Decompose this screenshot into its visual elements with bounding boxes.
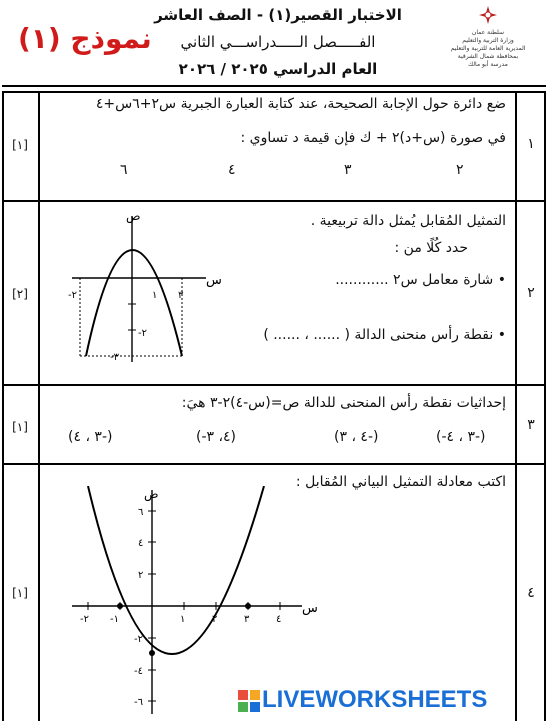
- q2-x-axis-label: س: [206, 273, 222, 288]
- q4-x4-label: ٤: [276, 614, 282, 625]
- q3-option-a[interactable]: (-٣ ، ٤): [68, 429, 113, 445]
- logo-line-1: سلطنة عمان: [471, 29, 505, 36]
- question-2-line-1: التمثيل المُقابل يُمثل دالة تربيعية .: [310, 213, 506, 229]
- q2-graph: [66, 212, 226, 372]
- row-divider-2: [2, 384, 546, 386]
- q4-parabola: [88, 486, 264, 654]
- row-divider-1: [2, 200, 546, 202]
- q1-option-2[interactable]: ٢: [456, 162, 464, 178]
- q4-yn4-label: -٤: [134, 666, 143, 677]
- q2-y2-label: -٢: [138, 328, 147, 339]
- number-column-divider: [515, 91, 517, 721]
- liveworksheets-brand: LIVEWORKSHEETS: [262, 686, 488, 713]
- question-number-3: ٣: [527, 417, 535, 433]
- liveworksheets-logo-icon: [238, 690, 260, 712]
- question-mark-2: [٢]: [12, 287, 28, 301]
- question-number-4: ٤: [527, 585, 535, 601]
- q4-graph: [66, 486, 326, 718]
- question-3-line-1: إحداثيات نقطة رأس المنحنى للدالة ص=(س-٤)٢-٣ هيَ:: [181, 395, 506, 411]
- logo-line-3: المديرية العامة للتربية والتعليم: [450, 45, 526, 52]
- question-mark-4: [١]: [12, 586, 28, 600]
- q4-yn2-label: -٢: [134, 634, 143, 645]
- question-number-2: ٢: [527, 285, 535, 301]
- logo-line-5: مدرسة أبو مالك: [468, 61, 508, 68]
- q2-x-neg-label: -٢: [68, 290, 77, 301]
- q1-option-6[interactable]: ٦: [120, 162, 128, 178]
- q4-x2-label: ٢: [212, 614, 218, 625]
- question-mark-1: [١]: [12, 138, 28, 152]
- q1-option-4[interactable]: ٤: [228, 162, 236, 178]
- q4-x3-label: ٣: [244, 614, 250, 625]
- question-4-line-1: اكتب معادلة التمثيل البياني المُقابل :: [295, 474, 506, 490]
- table-border-top: [2, 91, 546, 93]
- q4-root-right: [245, 603, 251, 609]
- q4-xn2-label: -٢: [80, 614, 89, 625]
- q3-option-d[interactable]: (-٣ ، ٤-): [436, 429, 486, 445]
- q4-x1-label: ١: [180, 614, 186, 625]
- model-label: نموذج (١): [18, 22, 152, 55]
- q2-y-axis-label: ص: [126, 212, 141, 223]
- table-border-right: [544, 91, 546, 721]
- q3-option-c[interactable]: (-٤ ، ٣): [334, 429, 379, 445]
- q4-root-left: [117, 603, 123, 609]
- q4-y2-label: ٢: [138, 570, 144, 581]
- header-divider: [2, 85, 546, 87]
- question-1-line-2: في صورة (س+د)٢ + ك فإن قيمة د تساوي :: [240, 130, 506, 146]
- logo-line-4: بمحافظة شمال الشرقية: [457, 53, 519, 60]
- logo-line-2: وزارة التربية والتعليم: [462, 37, 514, 44]
- header-semester: الفـــــصل الـــــدراســـي الثاني: [180, 33, 376, 51]
- question-2-bullet-2: • نقطة رأس منحنى الدالة ( ...... ، ...... ): [263, 327, 506, 343]
- q4-y-intercept: [149, 650, 155, 656]
- header-title: الاختبار القصير(١) - الصف العاشر: [154, 6, 402, 24]
- q4-x-axis-label: س: [302, 601, 318, 616]
- question-mark-3: [١]: [12, 420, 28, 434]
- q3-option-b[interactable]: (٤، ٣-): [196, 429, 237, 445]
- q4-yn6-label: -٦: [134, 697, 143, 708]
- q4-y4-label: ٤: [138, 538, 144, 549]
- emblem-icon: [477, 4, 499, 26]
- q2-x-pos-label: ٣: [178, 290, 184, 301]
- mark-column-divider: [38, 91, 40, 721]
- q2-y3-label: -٣: [110, 352, 119, 363]
- question-1-line-1: ضع دائرة حول الإجابة الصحيحة، عند كتابة العبارة الجبرية س٢+٦س+٤: [95, 96, 506, 112]
- question-2-line-2: حدد كُلًا من :: [394, 240, 468, 256]
- q2-x-one-label: ١: [152, 290, 158, 301]
- question-2-bullet-1: • شارة معامل س٢ ............: [335, 272, 506, 288]
- q4-y6-label: ٦: [138, 507, 144, 518]
- q2-parabola: [86, 250, 182, 356]
- ministry-logo: [442, 4, 534, 69]
- q1-option-3[interactable]: ٣: [344, 162, 352, 178]
- question-number-1: ١: [527, 136, 535, 152]
- table-border-left: [2, 91, 4, 721]
- header-year: العام الدراسي ٢٠٢٥ / ٢٠٢٦: [178, 60, 378, 78]
- q4-y-axis-label: ص: [144, 487, 159, 501]
- q4-xn1-label: -١: [110, 614, 119, 625]
- row-divider-3: [2, 463, 546, 465]
